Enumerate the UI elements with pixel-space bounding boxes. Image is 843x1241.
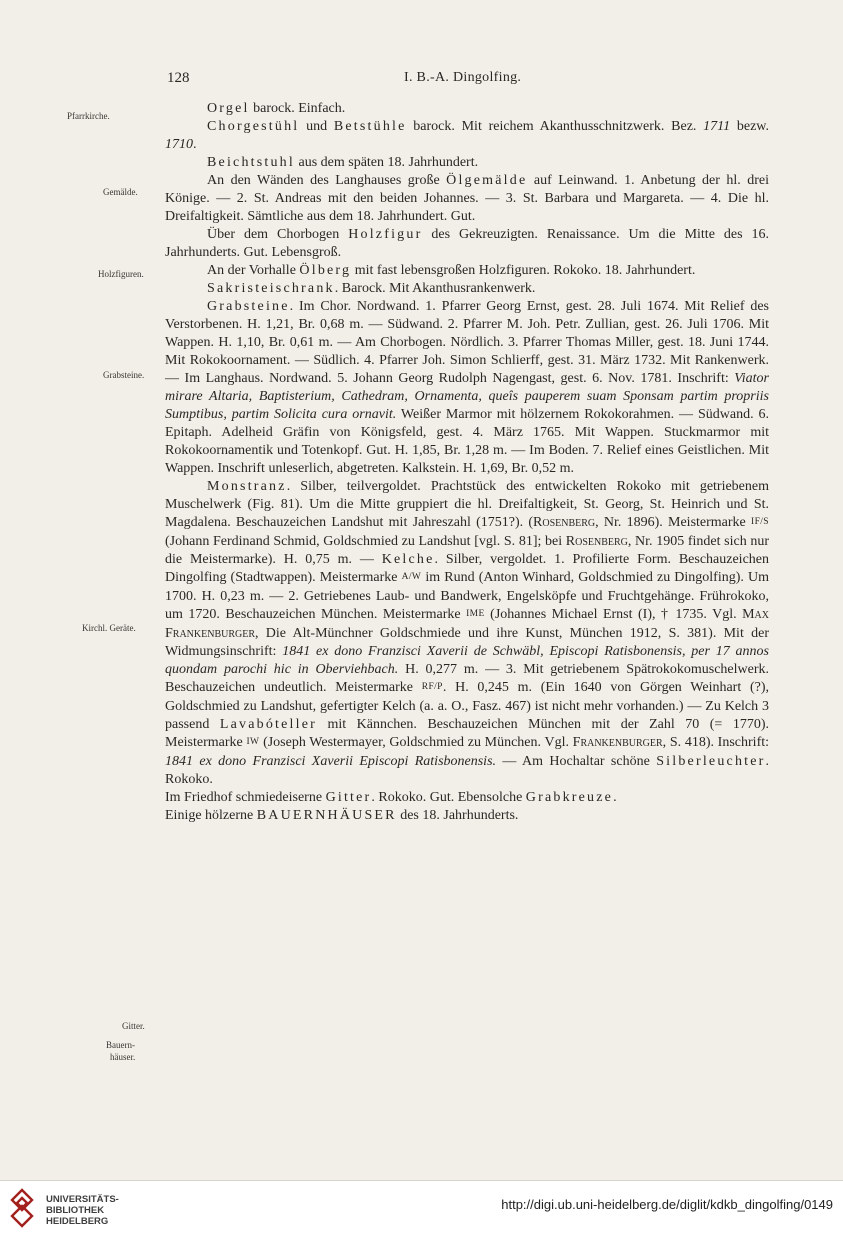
running-title: I. B.-A. Dingolfing. bbox=[404, 70, 522, 85]
margin-note-holzfiguren: Holzfiguren. bbox=[98, 269, 144, 279]
year: 1711 bbox=[703, 119, 731, 134]
author-reference: Frankenburger bbox=[572, 735, 663, 750]
text: mit fast lebensgroßen Holzfiguren. Rokoko. 18. Jahrhundert. bbox=[351, 263, 696, 278]
text: Einige hölzerne bbox=[165, 808, 257, 823]
text: . Silber, vergoldet. 1. Profilierte Form. Beschauzeichen Dingolfing (Stadtwappen). Meistermarke bbox=[165, 552, 769, 585]
text: aus dem späten 18. Jahrhundert. bbox=[294, 155, 479, 170]
term-silberleuchter: Silberleuchter bbox=[656, 754, 766, 769]
term-grabsteine: Grabsteine bbox=[207, 299, 290, 314]
year: 1710 bbox=[165, 137, 193, 152]
text: (Johann Ferdinand Schmid, Goldschmied zu Landshut [vgl. S. 81]; bei bbox=[165, 534, 566, 549]
margin-note-pfarrkirche: Pfarrkirche. bbox=[67, 111, 110, 121]
library-name-line: BIBLIOTHEK bbox=[46, 1205, 105, 1216]
text: barock. Einfach. bbox=[249, 101, 346, 116]
term-lavabo: Lavabóteller bbox=[219, 717, 317, 732]
term-holzfigur: Holzfigur bbox=[348, 227, 423, 242]
text: mit Kännchen. Beschauzeichen München mit der Zahl 70 (= 1770). Meistermarke bbox=[165, 717, 770, 750]
paragraph-kirchliche-geraete bbox=[165, 478, 769, 789]
term-oelgemaelde: Ölgemälde bbox=[446, 173, 528, 188]
library-logo-icon bbox=[8, 1187, 36, 1231]
paragraph-gitter bbox=[165, 789, 769, 807]
term-oelberg: Ölberg bbox=[299, 263, 352, 278]
text: . bbox=[193, 137, 197, 152]
text: und bbox=[299, 119, 334, 134]
paragraph-oelberg bbox=[165, 262, 769, 280]
text: An der Vorhalle bbox=[207, 263, 300, 278]
author-reference: Max Frankenburger bbox=[165, 607, 770, 641]
text: Weißer Marmor mit hölzernem Rokokorahmen. — Südwand. 6. Epitaph. Adelheid Gräfin von Königsfeld, gest. 4. März 1765. Mit Wappen. Stuckmarmor mit Rokokoornamentik und Totenkopf. Gut. H. 1,85, Br. 1,28 m. — Im Boden. 7. Relief eines Geistlichen. Mit Wappen. Inschrift unleserlich, abgetreten. Kalkstein. H. 1,69, Br. 0,52 m. bbox=[165, 407, 769, 476]
master-mark: RF/P bbox=[421, 682, 443, 692]
author-reference: Rosenberg bbox=[565, 534, 628, 549]
text: , Die Alt-Münchner Goldschmiede und ihre Kunst, München 1912, S. 381). Mit der Widmungsinschrift: bbox=[165, 626, 769, 659]
text: , Nr. 1905 findet sich nur die Meistermarke). H. 0,75 m. — bbox=[165, 534, 769, 567]
margin-note-haeuser: häuser. bbox=[110, 1052, 136, 1062]
paragraph-bauernhaeuser bbox=[165, 807, 769, 825]
source-url[interactable]: http://digi.ub.uni-heidelberg.de/diglit/kdkb_dingolfing/0149 bbox=[501, 1197, 833, 1212]
text: (Joseph Westermayer, Goldschmied zu München. Vgl. bbox=[259, 735, 573, 750]
text: . Im Chor. Nordwand. 1. Pfarrer Georg Ernst, gest. 28. Juli 1674. Mit Relief des Verstorbenen. H. 1,21, Br. 0,68 m. — Südwand. 2. Pfarrer M. Joh. Petr. Zullian, gest. 26. Juli 1706. Mit Wappen. H. 1,10, Br. 0,61 m. — Am Chorbogen. Nördlich. 3. Pfarrer Thomas Miller, gest. 18. Juni 1744. Mit Rokokoornament. — Südlich. 4. Pfarrer Joh. Simon Schlierff, gest. 31. März 1732. Mit Rankenwerk. — Im Langhaus. Nordwand. 5. Johann Georg Rudolph Nagengast, gest. 6. Nov. 1781. Inschrift: bbox=[165, 299, 769, 386]
inscription: Viator mirare Altaria, Baptisterium, Cathedram, Ornamenta, queîs pauperem suam Sponsam partim propriis Sumptibus, partim Solicita cura ornavit. bbox=[165, 371, 769, 422]
term-kelche: Kelche bbox=[381, 552, 435, 567]
text: . bbox=[613, 790, 617, 805]
term-gitter: Gitter bbox=[325, 790, 372, 805]
page-header bbox=[0, 70, 843, 92]
library-name-line: HEIDELBERG bbox=[46, 1216, 109, 1227]
inscription: 1841 ex dono Franzisci Xaverii de Schwäbl, Episcopi Ratisbonensis, per 17 annos quondam parochi hic in Oberviehbach. bbox=[165, 644, 769, 677]
text: — Am Hochaltar schöne bbox=[496, 754, 657, 769]
term-grabkreuze: Grabkreuze bbox=[525, 790, 614, 805]
paragraph-chorgestuehl bbox=[165, 118, 769, 154]
text: Im Friedhof schmiedeiserne bbox=[165, 790, 326, 805]
text: Über dem Chorbogen bbox=[207, 227, 349, 242]
text: . Barock. Mit Akanthusrankenwerk. bbox=[334, 281, 536, 296]
term-betstuehle: Betstühle bbox=[333, 119, 407, 134]
term-chorgestuehl: Chorgestühl bbox=[207, 119, 300, 134]
text: . Silber, teilvergoldet. Prachtstück des entwickelten Rokoko mit getriebenem Muschelwerk (Fig. 81). Um die Mitte gruppiert die hl. Dreifaltigkeit, St. Georg, St. Heinrich und St. Magdalena. Beschauzeichen Landshut mit Jahreszahl (1751?). ( bbox=[165, 479, 769, 530]
library-name bbox=[46, 1194, 119, 1227]
text: auf Leinwand. 1. Anbetung der hl. drei Könige. — 2. St. Andreas mit den beiden Johannes. — 3. St. Barbara und Margareta. — 4. Die hl. Dreifaltigkeit. Sämtliche aus dem 18. Jahrhundert. Gut. bbox=[165, 173, 769, 224]
margin-note-gemaelde: Gemälde. bbox=[103, 187, 138, 197]
text: im Rund (Anton Winhard, Goldschmied zu Dingolfing). Um 1700. H. 0,23 m. — 2. Getriebenes Laub- und Bandwerk, Engelsköpfe und Fruchtgehänge. Frührokoko, um 1720. Beschauzeichen München. Meistermarke bbox=[165, 570, 769, 622]
page-number: 128 bbox=[167, 70, 190, 86]
text: des 18. Jahrhunderts. bbox=[396, 808, 519, 823]
term-orgel: Orgel bbox=[207, 101, 250, 116]
text: barock. Mit reichem Akanthusschnitzwerk. Bez. bbox=[406, 119, 704, 134]
text: . H. 0,245 m. (Ein 1640 von Görgen Weinhart (?), Goldschmied zu Landshut, gefertigter Kelch (a. a. O., Fasz. 467) ist nicht mehr vorhanden.) — Zu Kelch 3 passend bbox=[165, 680, 769, 732]
term-monstranz: Monstranz bbox=[207, 479, 287, 494]
term-sakristeischrank: Sakristeischrank bbox=[207, 281, 335, 296]
paragraph-beichtstuhl bbox=[165, 154, 769, 172]
master-mark: IW bbox=[246, 737, 260, 747]
master-mark: IF/S bbox=[751, 517, 769, 527]
term-bauernhaeuser: BAUERNHÄUSER bbox=[256, 808, 397, 823]
text: H. 0,277 m. — 3. Mit getriebenem Spätrokokomuschelwerk. Beschauzeichen undeutlich. Meistermarke bbox=[165, 662, 769, 695]
paragraph-grabsteine bbox=[165, 298, 769, 478]
text: des Gekreuzigten. Renaissance. Um die Mitte des 16. Jahrhunderts. Gut. Lebensgroß. bbox=[165, 227, 770, 260]
text: (Johannes Michael Ernst (I), † 1735. Vgl. bbox=[484, 607, 743, 622]
inscription: 1841 ex dono Franzisci Xaverii Episcopi Ratisbonensis. bbox=[165, 754, 497, 769]
paragraph-orgel bbox=[165, 100, 769, 118]
text: , S. 418). Inschrift: bbox=[662, 735, 770, 750]
paragraph-holzfigur bbox=[165, 226, 769, 262]
margin-note-geraete: Kirchl. Geräte. bbox=[82, 623, 136, 633]
master-mark: IME bbox=[466, 609, 485, 619]
footer bbox=[0, 1181, 843, 1241]
margin-note-grabsteine: Grabsteine. bbox=[103, 370, 145, 380]
master-mark: A/W bbox=[401, 572, 422, 582]
margin-note-gitter: Gitter. bbox=[122, 1021, 145, 1031]
paragraph-gemaelde bbox=[165, 172, 769, 226]
text: , Nr. 1896). Meistermarke bbox=[595, 515, 751, 530]
library-name-line: UNIVERSITÄTS- bbox=[46, 1194, 119, 1205]
page-body bbox=[165, 100, 769, 825]
text: An den Wänden des Langhauses große bbox=[207, 173, 447, 188]
author-reference: Rosenberg bbox=[533, 515, 596, 530]
text: bezw. bbox=[730, 119, 769, 134]
paragraph-sakristeischrank bbox=[165, 280, 769, 298]
term-beichtstuhl: Beichtstuhl bbox=[207, 155, 295, 170]
margin-note-bauern: Bauern- bbox=[106, 1040, 135, 1050]
text: . Rokoko. bbox=[165, 754, 770, 787]
text: . Rokoko. Gut. Ebensolche bbox=[371, 790, 526, 805]
